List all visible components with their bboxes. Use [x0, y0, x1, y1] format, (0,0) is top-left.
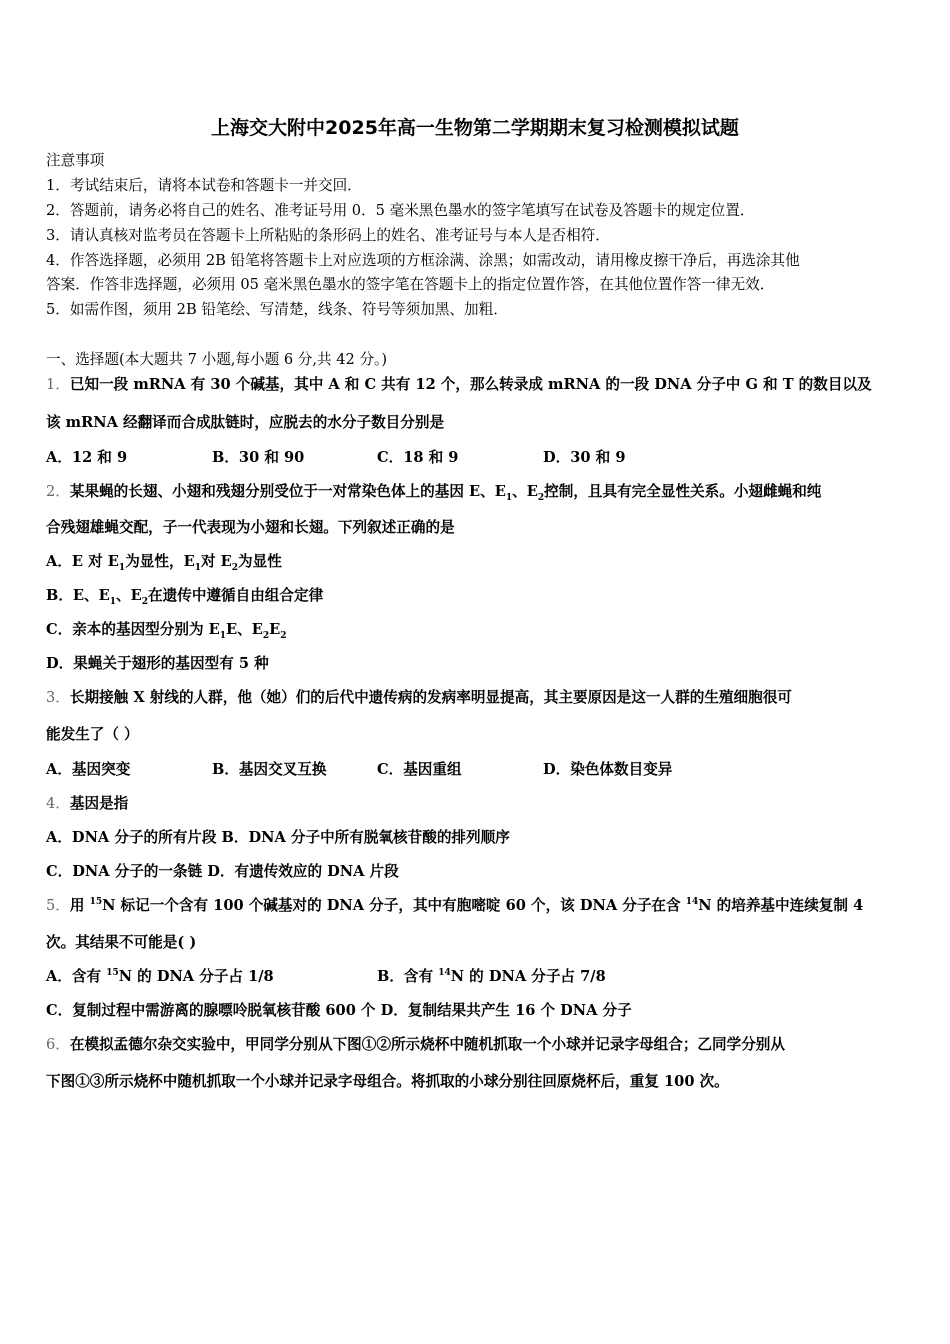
notice-item: 4．作答选择题，必须用 2B 铅笔将答题卡上对应选项的方框涂满、涂黑；如需改动，请用橡皮擦干净后，再选涂其他 [46, 252, 800, 269]
question-5-line-2: 次。其结果不可能是( ) [46, 934, 197, 951]
question-4-options-cd: C．DNA 分子的一条链 D．有遗传效应的 DNA 片段 [46, 863, 399, 880]
question-1-line-2: 该 mRNA 经翻译而合成肽链时，应脱去的水分子数目分别是 [46, 414, 445, 431]
notice-item: 2．答题前，请务必将自己的姓名、准考证号用 0．5 毫米黑色墨水的签字笔填写在试卷及答题卡的规定位置． [46, 202, 755, 219]
question-3-option-c: C．基因重组 [377, 761, 462, 778]
question-1-option-c: C．18 和 9 [377, 449, 459, 466]
question-3-option-b: B．基因交叉互换 [212, 761, 327, 778]
question-3-option-a: A．基因突变 [46, 761, 131, 778]
question-3-option-d: D．染色体数目变异 [543, 761, 673, 778]
notice-item: 5．如需作图，须用 2B 铅笔绘、写清楚，线条、符号等须加黑、加粗． [46, 301, 508, 318]
question-2-option-b: B．E、$E_1$、$E_2$在遗传中遵循自由组合定律 [46, 587, 324, 607]
question-4-stem: 4．基因是指 [46, 795, 129, 812]
question-number: 2． [46, 483, 70, 500]
exam-title: 上海交大附中2025年高一生物第二学期期末复习检测模拟试题 [211, 117, 739, 139]
question-number: 5． [46, 897, 70, 914]
notice-item: 1．考试结束后，请将本试卷和答题卡一并交回． [46, 177, 362, 194]
question-5-option-a: A．含有 $^{15}$N 的 DNA 分子占 1/8 [46, 968, 274, 985]
notice-item: 3．请认真核对监考员在答题卡上所粘贴的条形码上的姓名、准考证号与本人是否相符． [46, 227, 610, 244]
question-6-line-2: 下图①③所示烧杯中随机抓取一个小球并记录字母组合。将抓取的小球分别往回原烧杯后，重复 100 次。 [46, 1073, 729, 1090]
question-5-options-cd: C．复制过程中需游离的腺嘌呤脱氧核苷酸 600 个 D．复制结果共产生 16 个 DNA 分子 [46, 1002, 632, 1019]
question-2-option-a: A．E 对 $E_1$为显性，$E_1$对 $E_2$为显性 [46, 553, 282, 573]
question-number: 1． [46, 376, 70, 393]
question-1-line-1: 1．已知一段 mRNA 有 30 个碱基，其中 A 和 C 共有 12 个，那么转录成 mRNA 的一段 DNA 分子中 G 和 T 的数目以及 [46, 376, 872, 393]
question-2-line-1: 2．某果蝇的长翅、小翅和残翅分别受位于一对常染色体上的基因 E、$E_1$、$E_2$控制，且具有完全显性关系。小翅雌蝇和纯 [46, 483, 822, 503]
question-number: 6． [46, 1036, 70, 1053]
question-1-option-a: A．12 和 9 [46, 449, 128, 466]
question-1-option-d: D．30 和 9 [543, 449, 626, 466]
question-1-option-b: B．30 和 90 [212, 449, 305, 466]
question-5-line-1: 5．用 $^{15}$N 标记一个含有 100 个碱基对的 DNA 分子，其中有胞嘧啶 60 个，该 DNA 分子在含 $^{14}$N 的培养基中连续复制 4 [46, 897, 864, 914]
question-5-option-b: B．含有 $^{14}$N 的 DNA 分子占 7/8 [377, 968, 606, 985]
question-3-line-1: 3．长期接触 X 射线的人群，他（她）们的后代中遗传病的发病率明显提高，其主要原因是这一人群的生殖细胞很可 [46, 689, 792, 706]
section-heading: 一、选择题(本大题共 7 小题,每小题 6 分,共 42 分。) [46, 351, 388, 368]
question-2-option-c: C．亲本的基因型分别为 $E_1E$、$E_2E_2$ [46, 621, 287, 641]
question-number: 3． [46, 689, 70, 706]
question-4-options-ab: A．DNA 分子的所有片段 B．DNA 分子中所有脱氧核苷酸的排列顺序 [46, 829, 510, 846]
question-2-option-d: D．果蝇关于翅形的基因型有 5 种 [46, 655, 269, 672]
question-number: 4． [46, 795, 70, 812]
notice-heading: 注意事项 [46, 152, 105, 169]
question-2-line-2: 合残翅雄蝇交配，子一代表现为小翅和长翅。下列叙述正确的是 [46, 519, 455, 536]
question-6-line-1: 6．在模拟孟德尔杂交实验中，甲同学分别从下图①②所示烧杯中随机抓取一个小球并记录字母组合；乙同学分别从 [46, 1036, 785, 1053]
notice-item: 答案．作答非选择题，必须用 05 毫米黑色墨水的签字笔在答题卡上的指定位置作答，在其他位置作答一律无效． [46, 276, 775, 293]
question-3-line-2: 能发生了（ ） [46, 726, 139, 743]
